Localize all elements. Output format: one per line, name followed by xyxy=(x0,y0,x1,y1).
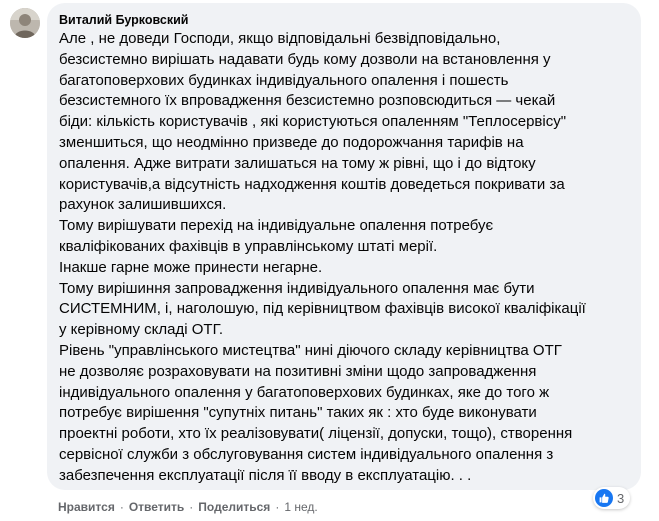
comment-line: потребує вирішення "супутніх питань" таких як : хто буде виконувати xyxy=(59,404,537,422)
comment-line: Рівень "управлінського мистецтва" нині діючого складу керівництва ОТГ xyxy=(59,341,562,359)
action-separator: · xyxy=(119,500,124,514)
comment-line: проектні роботи, хто їх реалізовувати( ліцензії, допуски, тощо), створення xyxy=(59,425,573,443)
avatar[interactable] xyxy=(10,8,40,38)
comment-line: безсистемно вирішать надавати будь кому дозволи на встановлення у xyxy=(59,50,551,68)
comment-line: забезпечення експлуатації після її вводу в експлуатацію. . . xyxy=(59,466,472,484)
comment-line: безсистемного їх впровадження безсистемно розповсюдиться — чекай xyxy=(59,92,556,110)
comment-line: користувачів,а відсутність надходження коштів доведеться покривати за xyxy=(59,175,565,193)
like-icon xyxy=(595,489,613,507)
comment-text xyxy=(59,29,629,487)
comment-actions xyxy=(58,500,318,514)
action-separator: · xyxy=(275,500,280,514)
comment-line: СИСТЕМНИМ, і, наголошую, під керівництвом фахівців високої кваліфікації xyxy=(59,300,586,318)
comment-line: зменшиться, що неодмінно призведе до подорожчання тарифів на xyxy=(59,133,524,151)
reaction-summary[interactable] xyxy=(593,487,630,509)
share-button[interactable]: Поделиться xyxy=(198,500,271,514)
comment-line: кваліфікованих фахівців в управлінському штаті мерії. xyxy=(59,237,438,255)
reply-button[interactable]: Ответить xyxy=(128,500,185,514)
comment-line: сервісної служби з обслуговування систем індивідуального опалення з xyxy=(59,445,554,463)
comment-line: багатоповерхових будинках індивідуального опалення і пошесть xyxy=(59,71,509,89)
comment-line: опалення. Адже витрати залишаться на тому ж рівні, що і до відтоку xyxy=(59,154,536,172)
action-separator: · xyxy=(189,500,194,514)
comment-bubble xyxy=(47,3,641,490)
comment-line: індивідуального опалення у багатоповерхових будинках, яке до того ж xyxy=(59,383,550,401)
comment-line: не дозволяє розраховувати на позитивні зміни щодо запровадження xyxy=(59,362,537,380)
like-button[interactable]: Нравится xyxy=(58,500,115,514)
comment-line: Інакше гарне може принести негарне. xyxy=(59,258,323,276)
comment-line: рахунок залишившихся. xyxy=(59,196,227,214)
reaction-count: 3 xyxy=(617,490,625,506)
comment-line: Тому вирішувати перехід на індивідуальне опалення потребує xyxy=(59,217,494,235)
comment-line: Але , не доведи Господи, якщо відповідальні безвідповідально, xyxy=(59,30,501,47)
comment-author[interactable]: Виталий Бурковский xyxy=(59,13,189,27)
comment-line: біди: кількість користувачів , які користуються опаленням "Теплосервісу" xyxy=(59,113,567,131)
comment-line: Тому вирішиння запровадження індивідуального опалення має бути xyxy=(59,279,535,297)
comment-line: у керівному складі ОТГ. xyxy=(59,321,224,339)
avatar-image xyxy=(10,8,40,38)
comment-timestamp[interactable]: 1 нед. xyxy=(284,500,318,514)
